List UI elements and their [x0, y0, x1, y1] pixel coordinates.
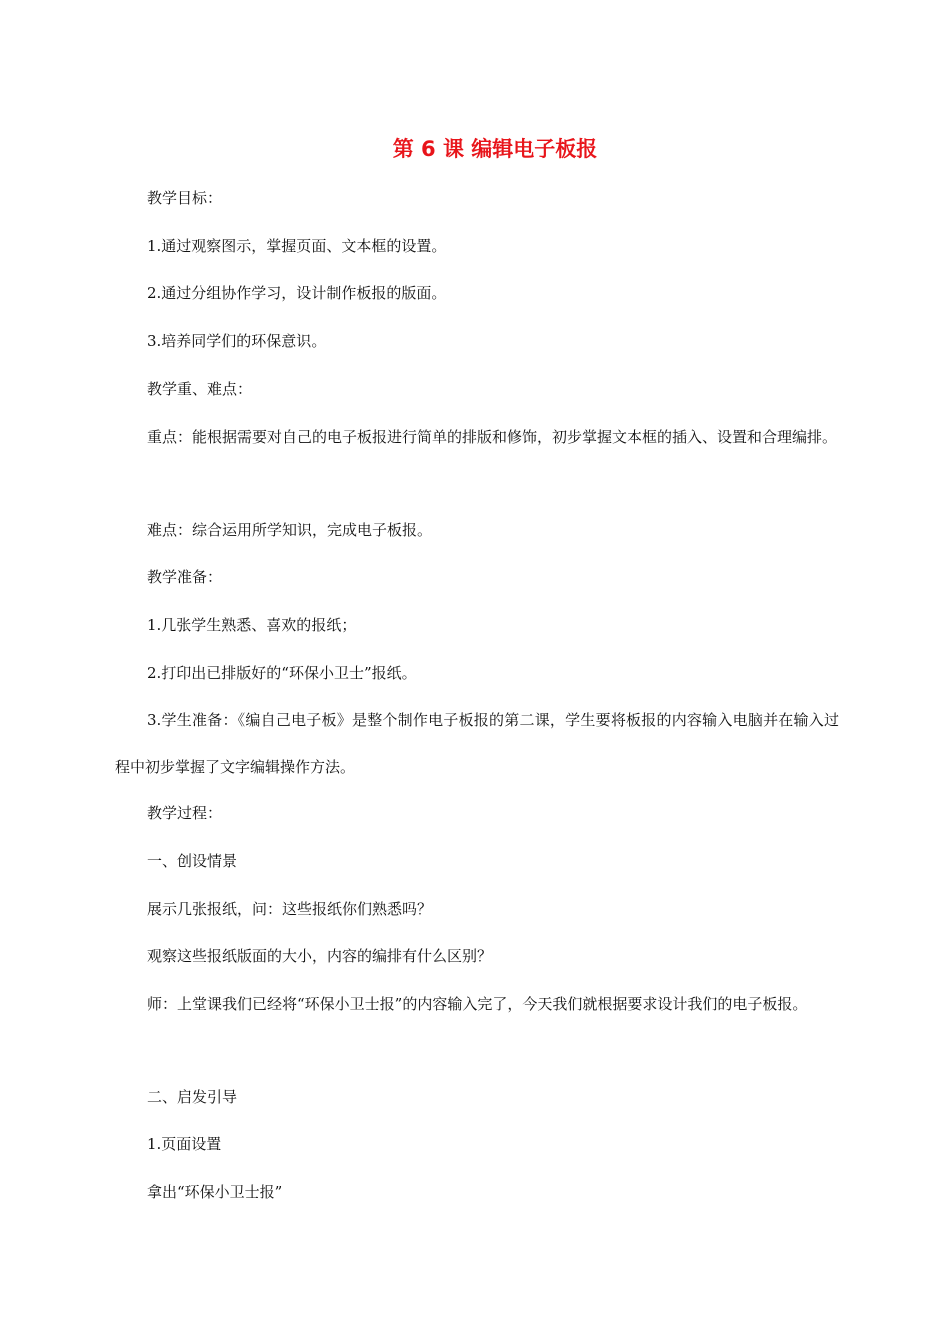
paragraph-teacher-intro: 师：上堂课我们已经将“环保小卫士报”的内容输入完了，今天我们就根据要求设计我们的电子板报。: [147, 995, 808, 1013]
paragraph-section-1-heading: 一、创设情景: [147, 852, 238, 870]
paragraph-page-setup: 1.页面设置: [147, 1135, 222, 1153]
paragraph-preparation-2: 2.打印出已排版好的“环保小卫士”报纸。: [147, 664, 417, 682]
paragraph-goal-1: 1.通过观察图示，掌握页面、文本框的设置。: [147, 237, 447, 255]
paragraph-process-heading: 教学过程：: [147, 804, 223, 822]
paragraph-take-out-newspaper: 拿出“环保小卫士报”: [147, 1183, 283, 1201]
paragraph-key-points-heading: 教学重、难点：: [147, 380, 253, 398]
paragraph-difficult-point: 难点：综合运用所学知识，完成电子板报。: [147, 521, 433, 539]
lesson-title: 第 6 课 编辑电子板报: [392, 137, 598, 161]
paragraph-preparation-1: 1.几张学生熟悉、喜欢的报纸；: [147, 616, 357, 634]
paragraph-teaching-goals-heading: 教学目标：: [147, 189, 223, 207]
paragraph-observe-layout: 观察这些报纸版面的大小，内容的编排有什么区别？: [147, 947, 493, 965]
paragraph-preparation-3: 3.学生准备：《编自己电子板》是整个制作电子板报的第二课，学生要将板报的内容输入电脑并在输入过程中初步掌握了文字编辑操作方法。: [115, 711, 839, 776]
paragraph-show-newspapers: 展示几张报纸，问：这些报纸你们熟悉吗？: [147, 900, 433, 918]
paragraph-preparation-heading: 教学准备：: [147, 568, 223, 586]
paragraph-section-2-heading: 二、启发引导: [147, 1088, 238, 1106]
paragraph-goal-2: 2.通过分组协作学习，设计制作板报的版面。: [147, 284, 447, 302]
paragraph-key-point: 重点：能根据需要对自己的电子板报进行简单的排版和修饰，初步掌握文本框的插入、设置和合理编排。: [147, 428, 838, 446]
paragraph-goal-3: 3.培养同学们的环保意识。: [147, 332, 327, 350]
